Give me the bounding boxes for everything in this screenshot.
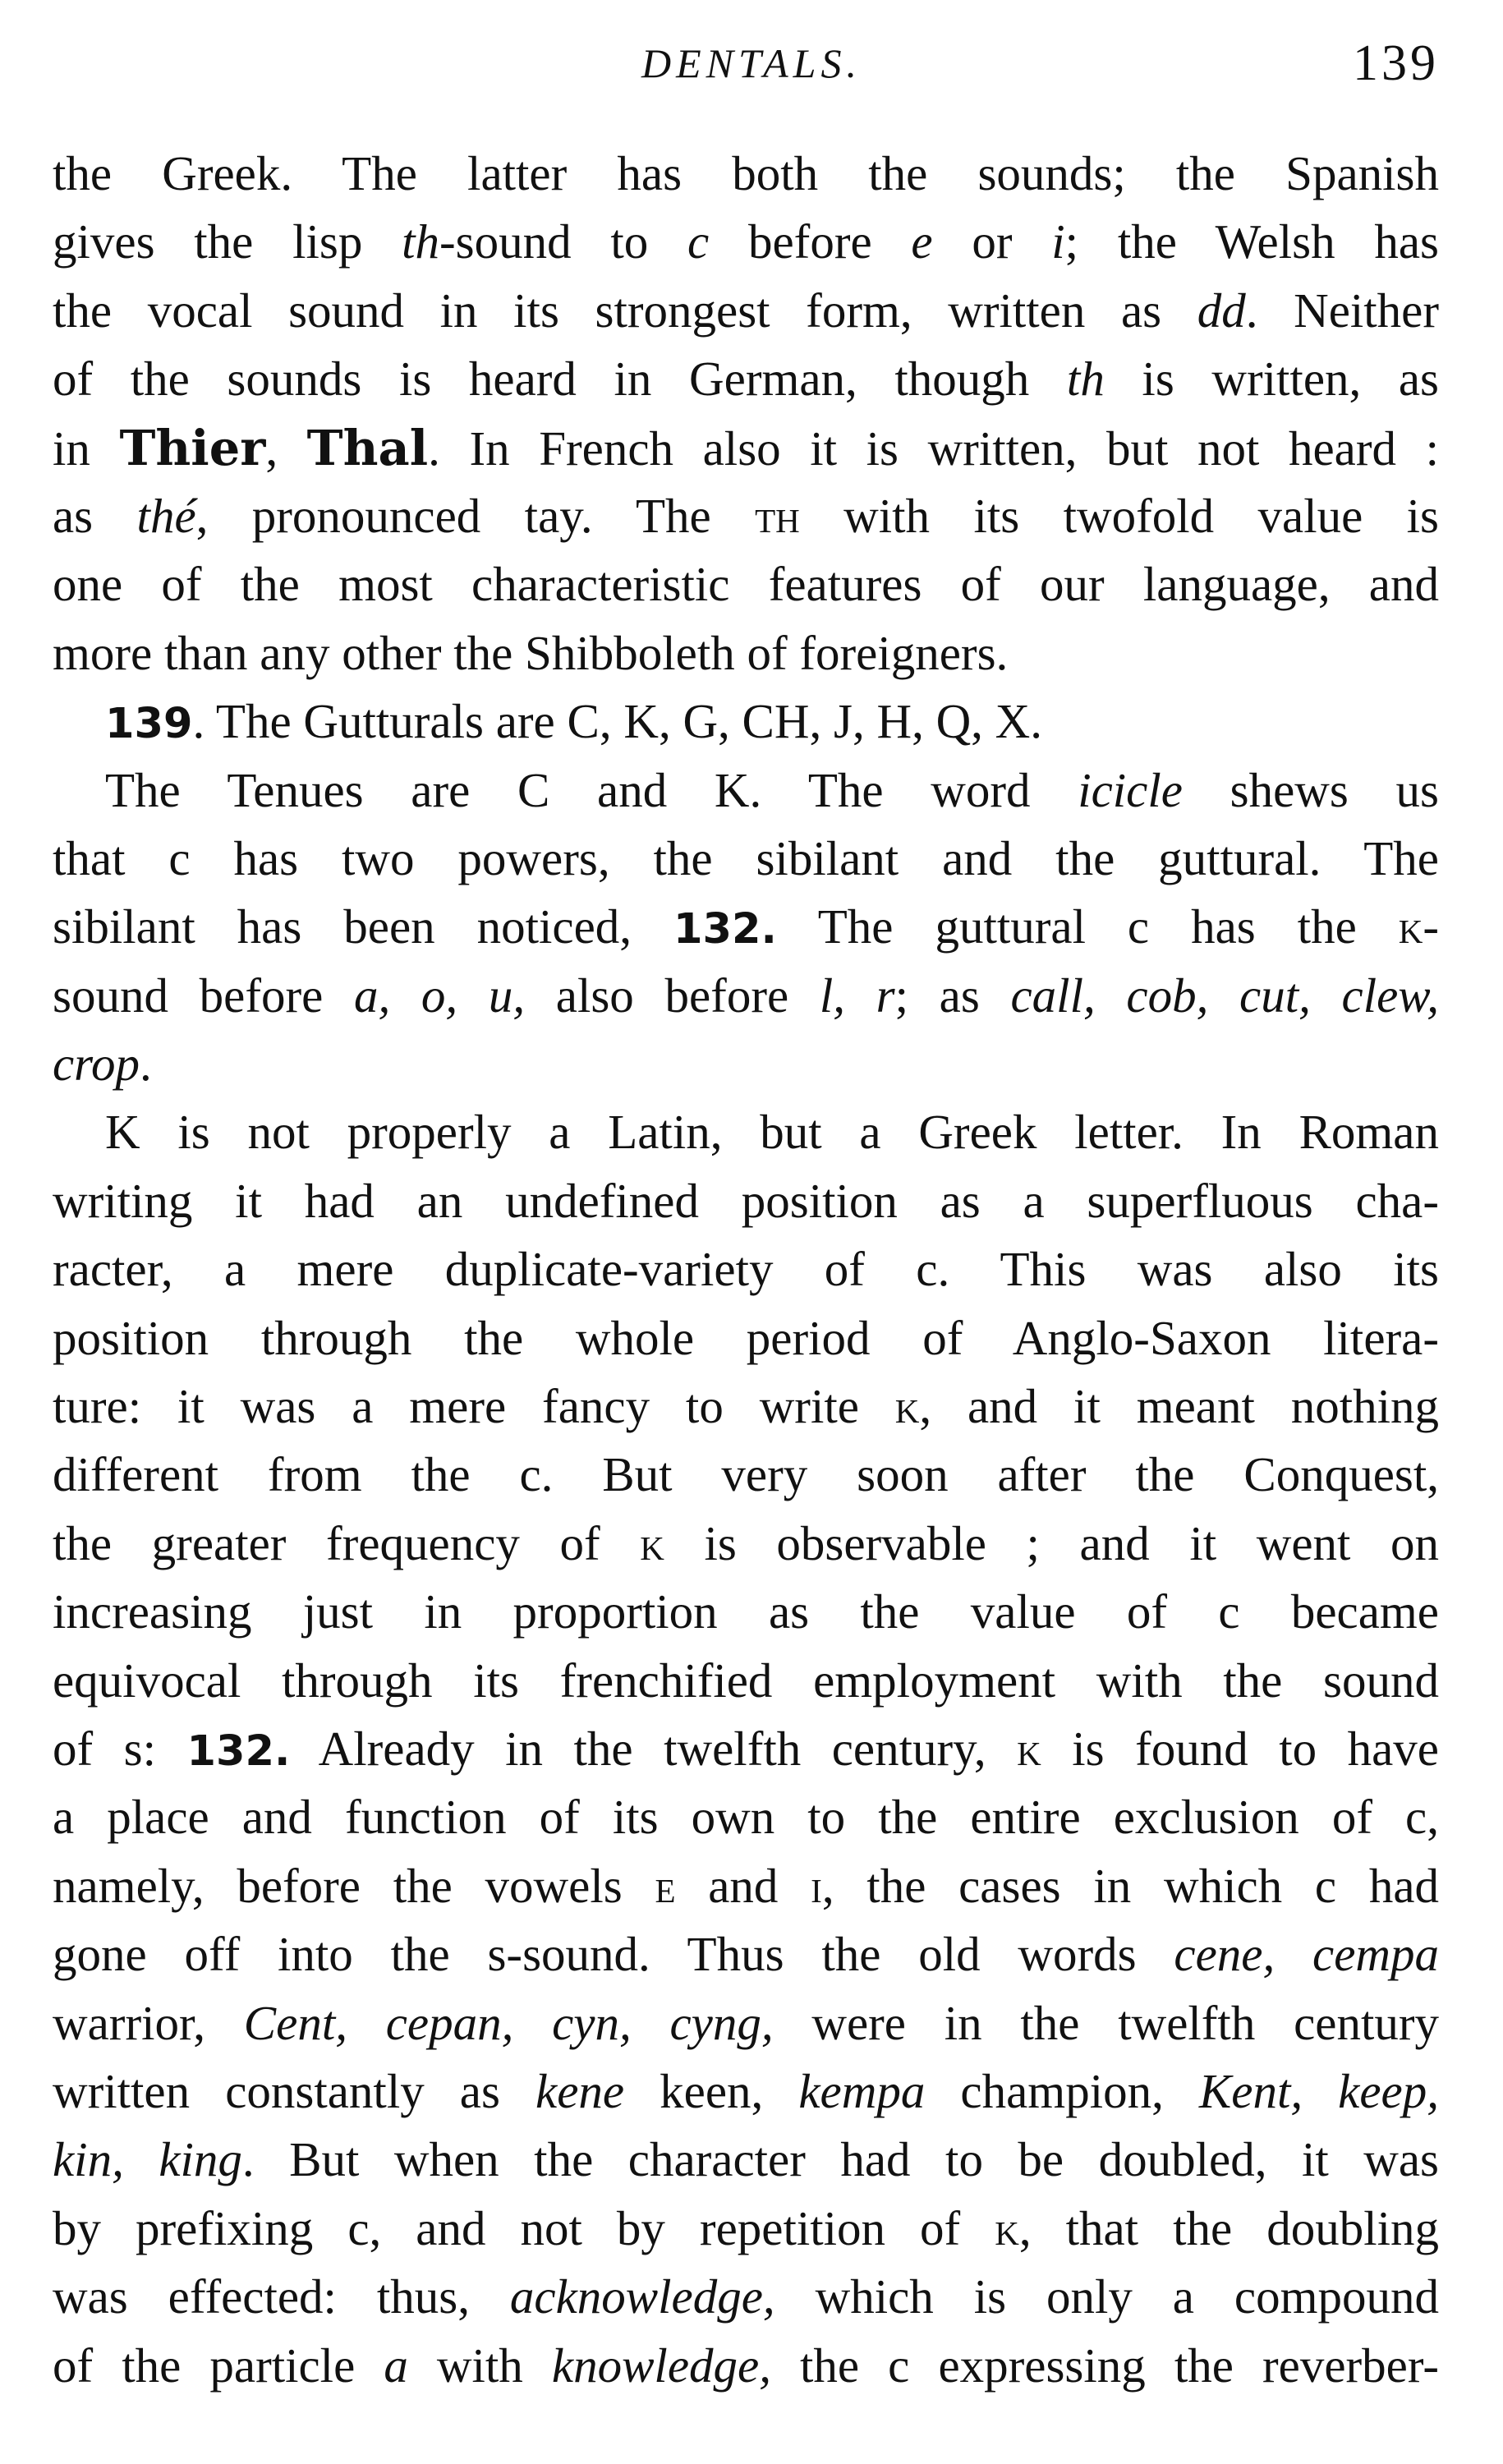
text-run: e [911, 214, 933, 269]
text-run: as [53, 488, 137, 543]
text-run: . In French also it is written, but not heard : [428, 421, 1439, 476]
text-run: 139 [105, 700, 193, 749]
text-run: is observable ; and it went on [664, 1515, 1439, 1570]
text-run: the c expressing the reverber- [770, 2338, 1439, 2393]
text-run: th [755, 488, 800, 543]
text-run: cene, cempa [1174, 1927, 1439, 1982]
text-run: Cent, cepan, cyn, cyng, [243, 1995, 774, 2050]
text-run: a place and function of its own to the entire exclusion of c, [53, 1790, 1439, 1845]
text-run: written constantly as [53, 2063, 536, 2118]
text-run: c [687, 214, 710, 269]
text-line [53, 893, 1439, 961]
text-line [53, 2057, 1439, 2126]
page-header [0, 35, 1503, 105]
text-line [53, 277, 1439, 345]
text-run: which is only a compound [774, 2269, 1439, 2324]
text-run: thé [136, 488, 196, 543]
text-run: were in the twelfth century [773, 1995, 1439, 2050]
text-line [53, 1235, 1439, 1303]
text-run: keen, [624, 2063, 799, 2118]
text-run: that c has two powers, the sibilant and the guttural. The [53, 830, 1439, 885]
text-run: more than any other the Shibboleth of foreigners. [53, 625, 1009, 680]
text-run: Thal [306, 419, 429, 476]
text-run: ture: it was a mere fancy to write [53, 1379, 895, 1434]
text-run: ; as [894, 968, 1011, 1023]
text-run: crop [53, 1037, 140, 1092]
text-run: sibilant has been noticed, [53, 899, 674, 954]
text-run: The Tenues are C and K. The word [105, 762, 1078, 817]
text-line [53, 2126, 1439, 2194]
text-run: the greater frequency of [53, 1515, 641, 1570]
text-line [53, 1920, 1439, 1988]
text-run: the vocal sound in its strongest form, written as [53, 283, 1197, 338]
text-run: with [407, 2338, 552, 2393]
text-run: Already in the twelfth century, [290, 1721, 1018, 1776]
paragraph [53, 140, 1439, 687]
text-line [53, 1167, 1439, 1235]
text-run: kempa [798, 2063, 926, 2118]
text-run: . The Gutturals are C, K, G, CH, J, H, Q, X. [192, 694, 1043, 749]
text-run: . [139, 1037, 152, 1092]
text-run: namely, before the vowels [53, 1858, 655, 1913]
running-head: DENTALS. [641, 40, 862, 86]
text-line [53, 825, 1439, 893]
text-run: 132. [673, 905, 777, 954]
text-run: call, cob, cut, clew, [1010, 968, 1439, 1023]
text-run: , pronounced tay. The [195, 488, 756, 543]
text-run: e [655, 1858, 676, 1913]
text-run: kene [535, 2063, 625, 2118]
text-line [53, 1578, 1439, 1646]
text-run: one of the most characteristic features of our language, and [53, 557, 1439, 612]
text-run: , the cases in which c had [821, 1858, 1440, 1913]
text-line [53, 1098, 1439, 1166]
text-run: or [932, 214, 1052, 269]
text-line [53, 1647, 1439, 1715]
text-line [53, 414, 1439, 482]
text-line [53, 208, 1439, 276]
text-line [53, 756, 1439, 825]
text-run: , and it meant nothing [919, 1379, 1439, 1434]
text-run: of s: [53, 1721, 187, 1776]
text-run: a, o, u, [353, 968, 526, 1023]
text-run: k [1398, 899, 1423, 954]
text-run: with its twofold value is [799, 488, 1440, 543]
paragraph [53, 687, 1439, 756]
text-run: th [1066, 352, 1105, 407]
text-run: in [53, 421, 120, 476]
text-line [53, 1852, 1439, 1920]
text-run: k [640, 1515, 664, 1570]
text-run: also before [525, 968, 820, 1023]
text-run: i [1051, 214, 1065, 269]
text-line [53, 2332, 1439, 2400]
text-run: . Neither [1245, 283, 1439, 338]
text-line [53, 1304, 1439, 1372]
text-run: -sound to [439, 214, 688, 269]
text-line [53, 687, 1439, 756]
text-run: , [265, 421, 307, 476]
text-run: i [811, 1858, 822, 1913]
text-line [53, 1783, 1439, 1851]
text-line [53, 1715, 1439, 1783]
text-run: warrior, [53, 1995, 244, 2050]
text-line [53, 482, 1439, 550]
text-run: - [1423, 899, 1439, 954]
text-run: , that the doubling [1018, 2200, 1439, 2255]
text-run: different from the c. But very soon after the Conquest, [53, 1447, 1439, 1502]
text-run: equivocal through its frenchified employment with the sound [53, 1653, 1439, 1708]
text-run: dd [1197, 283, 1246, 338]
text-run: racter, a mere duplicate-variety of c. This was also its [53, 1242, 1439, 1297]
text-run: K is not properly a Latin, but a Greek letter. In Roman [105, 1105, 1439, 1160]
text-run: sound before [53, 968, 354, 1023]
text-line [53, 2195, 1439, 2263]
text-run: a [384, 2338, 408, 2393]
text-run: k [995, 2200, 1019, 2255]
text-run: was effected: thus, [53, 2269, 510, 2324]
text-line [53, 619, 1439, 687]
text-run: l, r [819, 968, 895, 1023]
text-run: k [894, 1379, 920, 1434]
text-line [53, 962, 1439, 1030]
text-run: before [709, 214, 912, 269]
text-line [53, 1989, 1439, 2057]
text-run: acknowledge, [509, 2269, 775, 2324]
text-run: th [402, 214, 440, 269]
text-run: icicle [1078, 762, 1183, 817]
text-run: is found to have [1041, 1721, 1439, 1776]
text-run: champion, [925, 2063, 1199, 2118]
body-text [53, 140, 1439, 2400]
text-line [53, 1030, 1439, 1098]
text-run: kin, king [53, 2132, 242, 2187]
text-line [53, 345, 1439, 413]
text-run: . But when the character had to be doubled, it was [241, 2132, 1439, 2187]
text-run: knowledge, [551, 2338, 771, 2393]
text-line [53, 550, 1439, 618]
text-run: position through the whole period of Anglo-Saxon litera- [53, 1310, 1439, 1365]
page-number: 139 [1353, 35, 1439, 91]
text-run: and [675, 1858, 811, 1913]
text-line [53, 140, 1439, 208]
text-run: increasing just in proportion as the value of c became [53, 1584, 1439, 1639]
text-run: gives the lisp [53, 214, 402, 269]
text-run: shews us [1182, 762, 1439, 817]
text-run: 132. [186, 1726, 291, 1776]
text-run: Thier [119, 419, 266, 476]
text-run: the Greek. The latter has both the sounds; the Spanish [53, 146, 1439, 200]
text-run: ; the Welsh has [1064, 214, 1439, 269]
text-run: writing it had an undefined position as a superfluous cha- [53, 1173, 1439, 1228]
text-run: Kent, keep, [1198, 2063, 1439, 2118]
text-line [53, 2263, 1439, 2331]
text-run: k [1017, 1721, 1041, 1776]
text-line [53, 1441, 1439, 1509]
paragraph [53, 1098, 1439, 2399]
text-run: of the particle [53, 2338, 384, 2393]
text-run: is written, as [1104, 352, 1440, 407]
text-line [53, 1510, 1439, 1578]
text-run: by prefixing c, and not by repetition of [53, 2200, 995, 2255]
text-run: The guttural c has the [776, 899, 1399, 954]
text-line [53, 1372, 1439, 1441]
text-run: gone off into the s-sound. Thus the old words [53, 1927, 1174, 1982]
paragraph [53, 756, 1439, 1099]
text-run: of the sounds is heard in German, though [53, 352, 1067, 407]
